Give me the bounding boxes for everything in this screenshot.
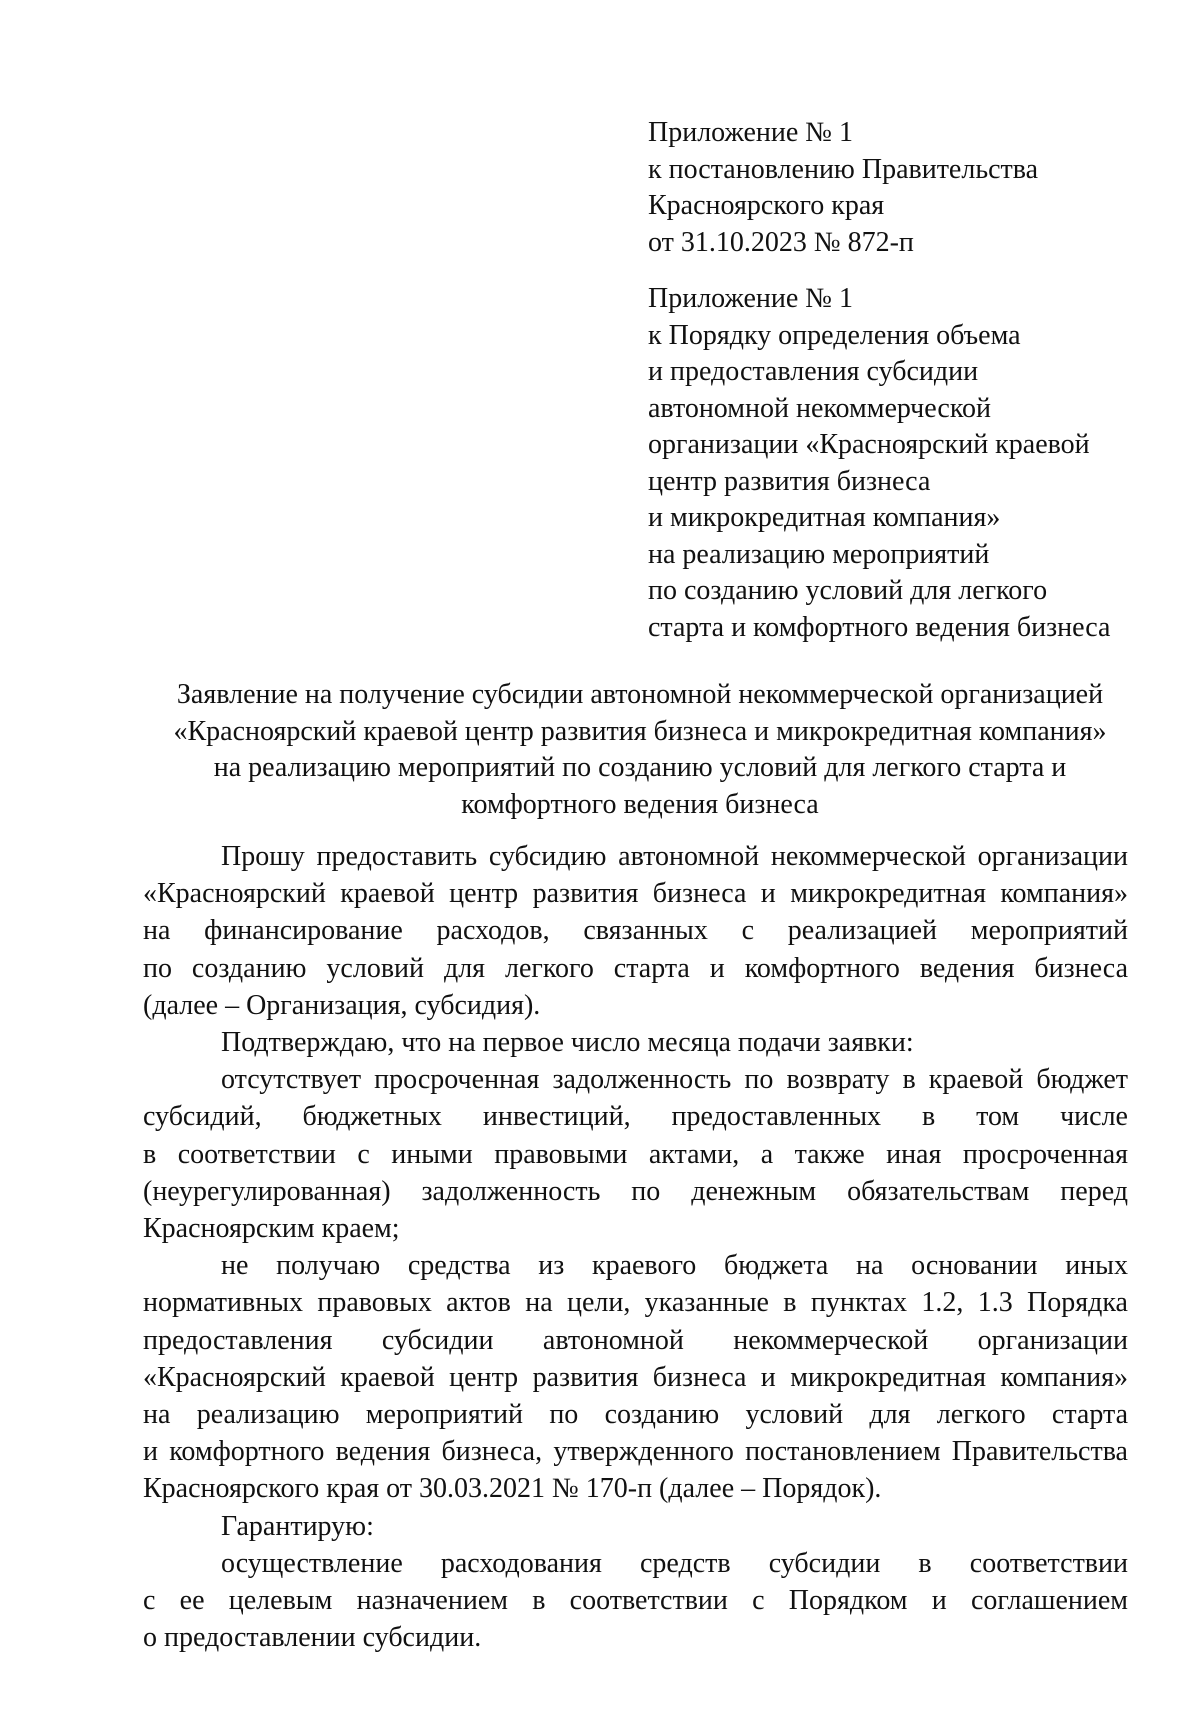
document-body bbox=[143, 838, 1128, 1656]
appendix-line: организации «Красноярский краевой bbox=[648, 429, 1090, 460]
appendix-line: автономной некоммерческой bbox=[648, 392, 991, 424]
title-line: на реализацию мероприятий по созданию условий для легкого старта и bbox=[213, 752, 1067, 783]
appendix-line: и предоставления субсидии bbox=[648, 356, 979, 387]
body-line: (неурегулированная) задолженность по денежным обязательствам перед bbox=[143, 1175, 1128, 1207]
body-line: предоставления субсидии автономной некоммерческой организации bbox=[143, 1324, 1128, 1356]
appendix-line: и микрокредитная компания» bbox=[648, 502, 1001, 533]
body-line: (далее – Организация, субсидия). bbox=[143, 989, 541, 1021]
body-line: на реализацию мероприятий по созданию условий для легкого старта bbox=[143, 1399, 1128, 1431]
body-line: Красноярским краем; bbox=[143, 1213, 400, 1245]
title-line: Заявление на получение субсидии автономной некоммерческой организацией bbox=[176, 679, 1104, 710]
body-line: с ее целевым назначением в соответствии с Порядком и соглашением bbox=[143, 1585, 1128, 1617]
body-line: «Красноярский краевой центр развития бизнеса и микрокредитная компания» bbox=[143, 878, 1128, 910]
appendix-line: Приложение № 1 bbox=[648, 117, 853, 148]
body-line: Красноярского края от 30.03.2021 № 170-п (далее – Порядок). bbox=[143, 1473, 882, 1505]
title-line: комфортного ведения бизнеса bbox=[461, 788, 819, 820]
body-line: Прошу предоставить субсидию автономной некоммерческой организации bbox=[221, 841, 1128, 872]
body-line: Подтверждаю, что на первое число месяца подачи заявки: bbox=[221, 1027, 914, 1059]
appendix-line: к постановлению Правительства bbox=[648, 153, 1039, 185]
body-line: по созданию условий для легкого старта и комфортного ведения бизнеса bbox=[143, 952, 1128, 984]
appendix-line: центр развития бизнеса bbox=[648, 465, 931, 497]
appendix-line: от 31.10.2023 № 872-п bbox=[648, 226, 914, 258]
appendix-line: Приложение № 1 bbox=[648, 283, 853, 314]
appendix-header-decree bbox=[648, 115, 1168, 261]
body-line: и комфортного ведения бизнеса, утвержденного постановлением Правительства bbox=[143, 1436, 1128, 1468]
body-line: отсутствует просроченная задолженность по возврату в краевой бюджет bbox=[221, 1064, 1128, 1096]
body-line: о предоставлении субсидии. bbox=[143, 1622, 482, 1654]
body-line: не получаю средства из краевого бюджета на основании иных bbox=[221, 1250, 1128, 1282]
document-title bbox=[120, 677, 1160, 823]
body-line: на финансирование расходов, связанных с реализацией мероприятий bbox=[143, 915, 1128, 947]
body-line: в соответствии с иными правовыми актами, а также иная просроченная bbox=[143, 1138, 1128, 1170]
appendix-line: на реализацию мероприятий bbox=[648, 538, 990, 570]
body-line: субсидий, бюджетных инвестиций, предоставленных в том числе bbox=[143, 1101, 1128, 1133]
body-line: нормативных правовых актов на цели, указанные в пунктах 1.2, 1.3 Порядка bbox=[143, 1287, 1128, 1319]
body-line: Гарантирую: bbox=[221, 1510, 374, 1542]
appendix-header-procedure bbox=[648, 281, 1168, 646]
appendix-line: старта и комфортного ведения бизнеса bbox=[648, 611, 1111, 643]
body-line: осуществление расходования средств субсидии в соответствии bbox=[221, 1547, 1128, 1579]
appendix-line: Красноярского края bbox=[648, 190, 885, 221]
appendix-line: по созданию условий для легкого bbox=[648, 575, 1048, 606]
title-line: «Красноярский краевой центр развития бизнеса и микрокредитная компания» bbox=[173, 715, 1107, 747]
appendix-line: к Порядку определения объема bbox=[648, 319, 1021, 351]
body-line: «Красноярский краевой центр развития бизнеса и микрокредитная компания» bbox=[143, 1361, 1128, 1393]
